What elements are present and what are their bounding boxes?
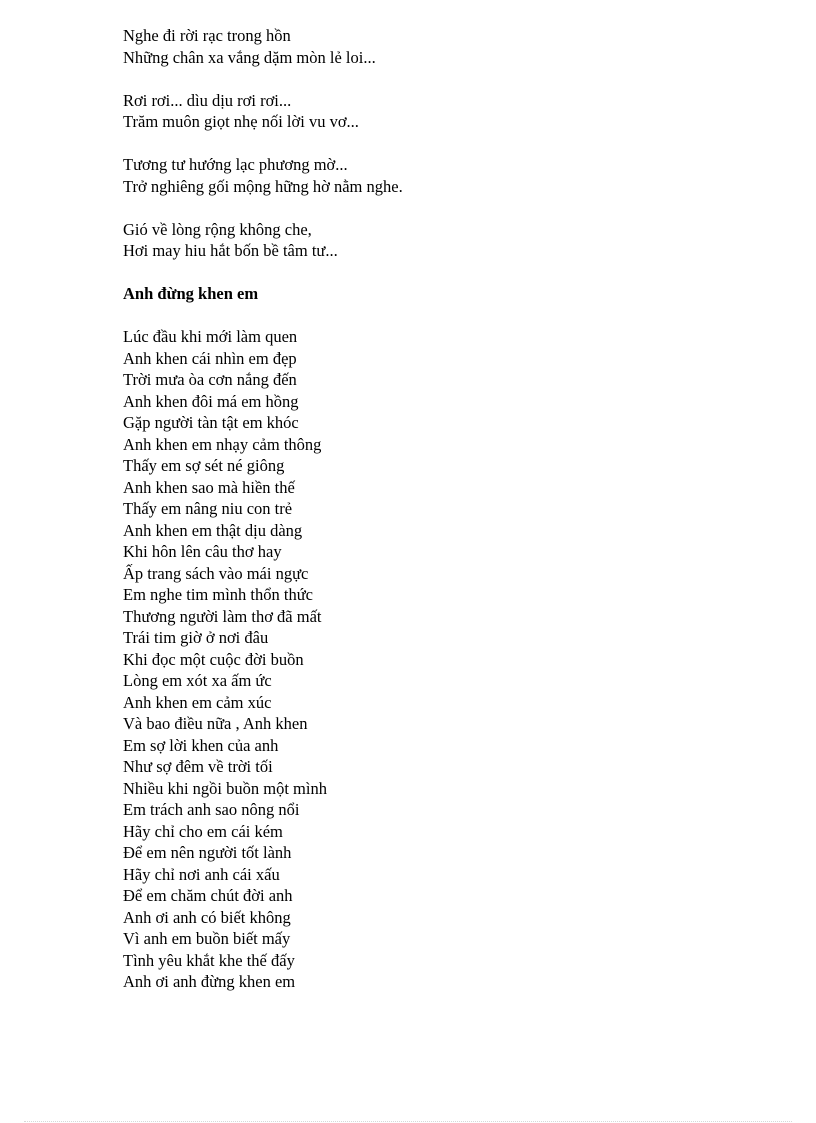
poem-line: Anh ơi anh có biết không [123,907,291,927]
poem-line: Trái tim giờ ở nơi đâu [123,628,269,647]
poem-line: Nhiều khi ngồi buồn một mình [123,778,327,798]
stanza-3 [123,154,723,197]
poem-line: Vì anh em buồn biết mấy [123,929,291,948]
stanza-4 [123,219,723,262]
poem-line: Khi đọc một cuộc đời buồn [123,649,304,669]
document-body [123,25,723,993]
poem-line: Anh khen em nhạy cảm thông [123,434,322,454]
poem-line: Lúc đầu khi mới làm quen [123,327,298,346]
poem-line: Anh khen cái nhìn em đẹp [123,348,297,368]
poem-line: Anh khen em cảm xúc [123,692,272,712]
poem-line: Hãy chỉ cho em cái kém [123,821,283,841]
poem-line: Và bao điều nữa , Anh khen [123,714,308,733]
poem-line: Rơi rơi... dìu dịu rơi rơi... [123,90,292,110]
poem-line: Gặp người tàn tật em khóc [123,413,299,432]
poem-line: Tình yêu khắt khe thế đấy [123,950,295,970]
poem-line: Em trách anh sao nông nổi [123,800,300,819]
poem-line: Tương tư hướng lạc phương mờ... [123,155,348,174]
poem-line: Thấy em nâng niu con trẻ [123,499,293,518]
poem-line: Em nghe tim mình thổn thức [123,585,313,604]
poem-rain [123,25,723,262]
stanza-2 [123,90,723,133]
poem-line: Để em chăm chút đời anh [123,886,293,905]
poem-line: Anh ơi anh đừng khen em [123,972,296,991]
poem-line: Để em nên người tốt lành [123,843,292,862]
poem-line: Anh khen sao mà hiền thế [123,477,295,497]
poem-line: Gió về lòng rộng không che, [123,219,312,239]
stanza-1 [123,25,723,68]
poem-line: Lòng em xót xa ấm ức [123,671,272,690]
poem-line: Khi hôn lên câu thơ hay [123,542,282,561]
poem-line: Anh khen đôi má em hồng [123,391,299,411]
poem-line: Ấp trang sách vào mái ngực [123,563,309,583]
poem-line: Hãy chỉ nơi anh cái xấu [123,864,280,884]
poem-line: Trời mưa òa cơn nắng đến [123,370,297,389]
poem-line: Trăm muôn giọt nhẹ nối lời vu vơ... [123,112,359,131]
poem-line: Như sợ đêm về trời tối [123,757,273,776]
poem-line: Anh khen em thật dịu dàng [123,520,303,540]
poem-line: Em sợ lời khen của anh [123,735,279,755]
poem-line: Hơi may hiu hắt bốn bề tâm tư... [123,241,338,260]
poem-line: Trở nghiêng gối mộng hững hờ nằm nghe. [123,176,403,196]
poem-line: Thấy em sợ sét né giông [123,456,285,475]
poem-anh-dung-khen-em [123,326,723,993]
poem-line: Nghe đi rời rạc trong hồn [123,26,291,45]
poem-line: Những chân xa vắng dặm mòn lẻ loi... [123,47,376,67]
poem-line: Thương người làm thơ đã mất [123,606,322,626]
poem-title: Anh đừng khen em [123,284,259,303]
